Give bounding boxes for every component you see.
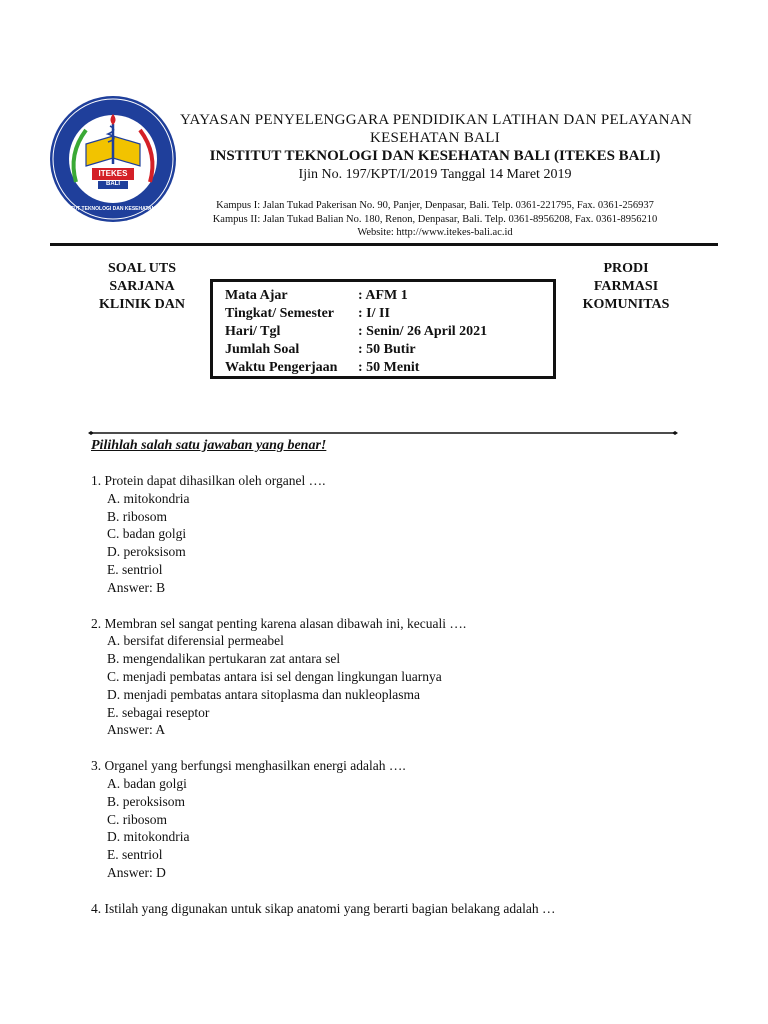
option-a: A. badan golgi (107, 775, 187, 791)
instruction-text: Pilihlah salah satu jawaban yang benar! (91, 438, 327, 453)
foundation-name-line2: KESEHATAN BALI (369, 130, 501, 146)
exam-info-box (210, 279, 556, 379)
question-1 (91, 472, 731, 597)
option-c: C. badan golgi (107, 526, 187, 542)
option-d: D. peroksisom (107, 544, 186, 560)
question-text: 4. Istilah yang digunakan untuk sikap anatomi yang berarti bagian belakang adalah … (91, 900, 556, 916)
info-row-semester: Tingkat/ Semester : I/ II (225, 306, 390, 321)
logo-badge-text: ITEKES (98, 169, 128, 178)
logo-sub-text: BALI (106, 181, 120, 187)
option-a: A. mitokondria (107, 490, 190, 506)
permit-number: Ijin No. 197/KPT/I/2019 Tanggal 14 Maret 2019 (298, 167, 572, 182)
foundation-name-line1: YAYASAN PENYELENGGARA PENDIDIKAN LATIHAN DAN PELAYANAN (180, 112, 693, 128)
info-row-subject: Mata Ajar : AFM 1 (225, 288, 408, 303)
header-rule (50, 243, 718, 246)
exam-title: SOAL UTS SARJANA KLINIK DAN (99, 261, 185, 312)
question-list (91, 472, 731, 936)
question-2 (91, 615, 731, 740)
website-text: Website: http://www.itekes-bali.ac.id (357, 227, 513, 238)
option-b: B. mengendalikan pertukaran zat antara sel (107, 651, 341, 667)
itekes-logo (48, 94, 178, 224)
answer-text: Answer: A (107, 722, 166, 738)
option-b: B. ribosom (107, 508, 168, 524)
info-row-date: Hari/ Tgl : Senin/ 26 April 2021 (225, 324, 488, 339)
program-title: PRODI FARMASI KOMUNITAS (582, 261, 670, 312)
info-row-duration: Waktu Pengerjaan : 50 Menit (225, 360, 420, 375)
question-text: 1. Protein dapat dihasilkan oleh organel …. (91, 473, 326, 488)
info-row-question-count: Jumlah Soal : 50 Butir (225, 342, 416, 357)
campus-2-address: Kampus II: Jalan Tukad Balian No. 180, Renon, Denpasar, Bali. Telp. 0361-8956208, Fax. 0361-8956210 (212, 214, 658, 225)
answer-text: Answer: B (107, 579, 166, 595)
option-c: C. ribosom (107, 811, 168, 827)
question-4 (91, 900, 731, 918)
option-e: E. sentriol (107, 561, 163, 577)
question-text: 3. Organel yang berfungsi menghasilkan energi adalah …. (91, 758, 406, 774)
institute-name: INSTITUT TEKNOLOGI DAN KESEHATAN BALI (ITEKES BALI) (209, 148, 661, 164)
section-divider (88, 431, 678, 435)
option-d: D. menjadi pembatas antara sitoplasma dan nukleoplasma (107, 686, 421, 702)
option-a: A. bersifat diferensial permeabel (107, 633, 284, 649)
question-3 (91, 757, 731, 882)
option-d: D. mitokondria (107, 829, 190, 845)
campus-1-address: Kampus I: Jalan Tukad Pakerisan No. 90, Panjer, Denpasar, Bali. Telp. 0361-221795, Fax. 0361-256937 (216, 200, 654, 211)
option-b: B. peroksisom (107, 793, 186, 809)
option-e: E. sebagai reseptor (107, 704, 210, 720)
question-text: 2. Membran sel sangat penting karena alasan dibawah ini, kecuali …. (91, 615, 467, 631)
logo-ring-text: INSTITUT TEKNOLOGI DAN KESEHATAN BALI (57, 206, 169, 212)
option-e: E. sentriol (107, 847, 163, 863)
answer-text: Answer: D (107, 864, 166, 880)
option-c: C. menjadi pembatas antara isi sel dengan lingkungan luarnya (107, 668, 442, 684)
